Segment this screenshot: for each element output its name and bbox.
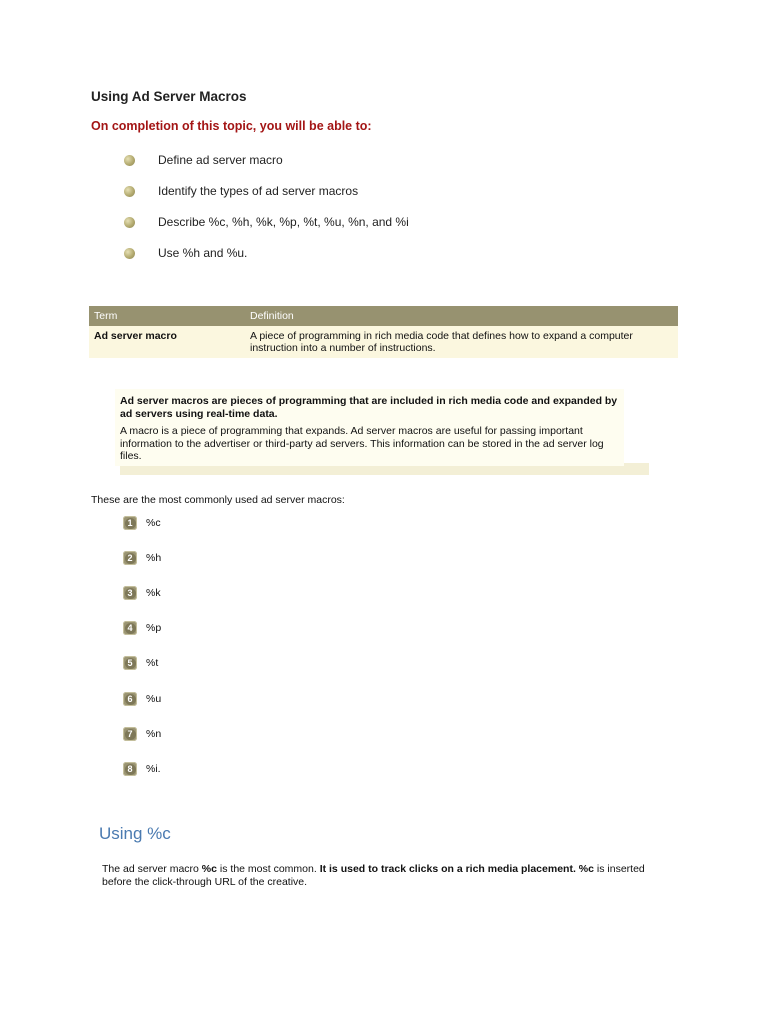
objective-text: Identify the types of ad server macros — [158, 184, 359, 198]
macros-intro: These are the most commonly used ad server macros: — [91, 494, 345, 506]
number-5-icon: 5 — [123, 656, 137, 670]
note-body: A macro is a piece of programming that expands. Ad server macros are useful for passing important information to the advertiser or third-party ad servers. This information can be stored in the ad server log files. — [120, 425, 604, 462]
number-4-icon: 4 — [123, 621, 137, 635]
bullet-icon — [124, 155, 135, 166]
macro-item — [123, 516, 161, 530]
number-6-icon: 6 — [123, 692, 137, 706]
macro-label: %k — [146, 587, 161, 599]
glossary-table — [89, 306, 678, 358]
macro-label: %n — [146, 728, 162, 740]
header-term: Term — [94, 310, 118, 322]
objective-item — [124, 184, 358, 198]
objective-item — [124, 246, 247, 260]
macro-item — [123, 621, 161, 635]
objective-text: Describe %c, %h, %k, %p, %t, %u, %n, and %i — [158, 215, 409, 229]
objective-text: Define ad server macro — [158, 153, 283, 167]
objective-text: Use %h and %u. — [158, 246, 248, 260]
macro-label: %u — [146, 693, 162, 705]
macro-label: %p — [146, 622, 162, 634]
bullet-icon — [124, 217, 135, 228]
bullet-icon — [124, 186, 135, 197]
macro-item — [123, 656, 158, 670]
section-paragraph: The ad server macro %c is the most common. It is used to track clicks on a rich media placement. %c is inserted before the click-through URL of the creative. — [102, 863, 645, 888]
table-header-row — [89, 306, 678, 326]
macro-label: %h — [146, 552, 162, 564]
objective-item — [124, 153, 283, 167]
table-row — [89, 326, 678, 358]
definition-cell: A piece of programming in rich media code that defines how to expand a computer instruction into a number of instructions. — [250, 330, 633, 354]
number-1-icon: 1 — [123, 516, 137, 530]
macro-item — [123, 692, 161, 706]
note-box — [115, 389, 624, 466]
macro-label: %i. — [146, 763, 161, 775]
number-7-icon: 7 — [123, 727, 137, 741]
macro-item — [123, 727, 161, 741]
bullet-icon — [124, 248, 135, 259]
macro-label: %c — [146, 517, 161, 529]
objective-item — [124, 215, 409, 229]
number-8-icon: 8 — [123, 762, 137, 776]
macro-label: %t — [146, 657, 159, 669]
term-cell: Ad server macro — [94, 330, 177, 342]
macro-item — [123, 551, 161, 565]
objectives-heading: On completion of this topic, you will be able to: — [91, 119, 372, 133]
macro-item — [123, 762, 161, 776]
note-heading: Ad server macros are pieces of programming that are included in rich media code and expanded by ad servers using real-time data. — [120, 395, 618, 420]
macro-item — [123, 586, 161, 600]
section-heading: Using %c — [99, 824, 171, 843]
number-3-icon: 3 — [123, 586, 137, 600]
page-title: Using Ad Server Macros — [91, 89, 247, 104]
header-definition: Definition — [250, 310, 294, 322]
number-2-icon: 2 — [123, 551, 137, 565]
